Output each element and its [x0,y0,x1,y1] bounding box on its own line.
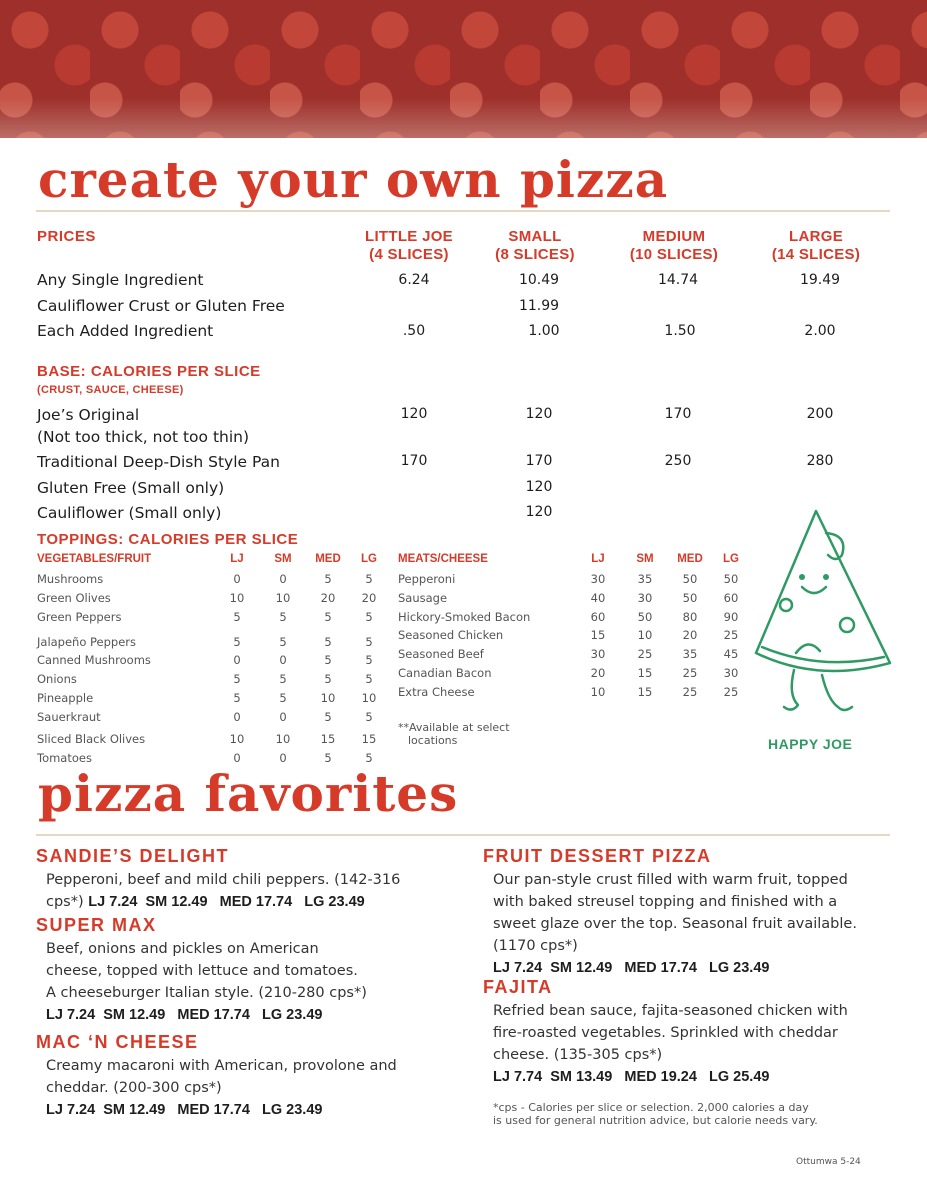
col-head-name: MEDIUM [642,228,706,245]
price-value: 11.99 [518,298,560,314]
fav-desc [493,1000,893,1088]
topping-calories: 5 [279,610,287,624]
base-row-label: Gluten Free [37,479,127,497]
topping-name: Sauerkraut [37,710,101,724]
base-row-label: Traditional Deep-Dish Style Pan [37,453,280,471]
topping-calories: 10 [361,691,377,705]
fav-desc-line: (1170 cps*) [493,938,578,954]
topping-calories: 10 [229,732,245,746]
price-value: 1.50 [664,323,696,339]
topping-calories: 20 [590,666,606,680]
fav-title-sandies-delight: SANDIE’S DELIGHT [36,846,230,866]
fav-desc [46,1055,446,1121]
topping-calories: 5 [365,653,373,667]
topping-calories: 5 [233,672,241,686]
topping-calories: 5 [324,710,332,724]
base-row-label: Cauliflower [37,504,124,522]
topping-calories: 20 [361,591,377,605]
topping-calories: 10 [590,685,606,699]
create-pizza-title: create your own pizza [38,150,669,209]
happy-joe-label: HAPPY JOE [768,736,853,752]
calorie-value: 120 [525,479,553,495]
topping-name: Hickory-Smoked Bacon [398,610,531,624]
topping-calories: 0 [233,653,241,667]
calorie-value: 120 [525,504,553,520]
meat-col-sm: SM [636,553,654,565]
topping-calories: 25 [723,628,739,642]
topping-calories: 25 [682,666,698,680]
col-head-small [475,228,595,264]
topping-calories: 5 [233,610,241,624]
price-value: 14.74 [657,272,699,288]
fav-desc-line: cheese. (135-305 cps*) [493,1047,663,1063]
price-row-label: Each Added Ingredient [37,322,214,340]
calorie-value: 170 [664,406,692,422]
topping-name: Seasoned Chicken [398,628,504,642]
topping-calories: 5 [365,610,373,624]
topping-calories: 30 [637,591,653,605]
base-header: BASE: CALORIES PER SLICE [37,363,261,380]
col-head-large [756,228,876,264]
fav-desc-line: cheddar. (200-300 cps*) [46,1080,222,1096]
price-value: 10.49 [518,272,560,288]
calorie-disclaimer-line: *cps - Calories per slice or selection. 2,000 calories a day [493,1101,809,1114]
base-subheader: (CRUST, SAUCE, CHEESE) [37,384,184,396]
fav-desc-line: with baked streusel topping and finished with a [493,894,838,910]
calorie-disclaimer [493,1101,818,1127]
topping-name: Sliced Black Olives [37,732,146,746]
topping-calories: 15 [590,628,606,642]
col-head-slices: (8 SLICES) [495,246,575,263]
calorie-value: 120 [525,406,553,422]
topping-calories: 15 [361,732,377,746]
fav-desc-line: Our pan-style crust filled with warm fruit, topped [493,872,848,888]
topping-calories: 40 [590,591,606,605]
calorie-value: 200 [806,406,834,422]
topping-calories: 50 [682,572,698,586]
topping-calories: 5 [279,672,287,686]
topping-calories: 15 [637,666,653,680]
favorites-rule [36,834,890,836]
topping-calories: 0 [279,572,287,586]
topping-name: Canadian Bacon [398,666,492,680]
topping-calories: 25 [723,685,739,699]
meat-col-med: MED [677,553,703,565]
topping-calories: 5 [279,635,287,649]
topping-calories: 50 [637,610,653,624]
availability-note-line: locations [408,734,458,747]
topping-calories: 30 [590,572,606,586]
topping-calories: 50 [682,591,698,605]
base-row-label: Joe’s Original [37,406,140,424]
col-head-name: LITTLE JOE [364,228,453,245]
base-row-cauliflower [37,504,221,522]
topping-calories: 20 [682,628,698,642]
price-value: 6.24 [398,272,430,288]
topping-calories: 0 [279,653,287,667]
calorie-value: 170 [400,453,428,469]
topping-calories: 5 [324,610,332,624]
fav-desc-line: Pepperoni, beef and mild chili peppers. (142-316 [46,872,401,888]
availability-note-line: **Available at select [398,721,510,734]
calorie-value: 280 [806,453,834,469]
fav-desc-line: Beef, onions and pickles on American [46,941,319,957]
topping-name: Seasoned Beef [398,647,484,661]
topping-calories: 5 [324,635,332,649]
fav-title-mac-n-cheese: MAC ‘N CHEESE [36,1032,199,1052]
topping-calories: 5 [365,572,373,586]
pepperoni-hero-image [0,0,927,138]
topping-calories: 5 [365,635,373,649]
topping-calories: 90 [723,610,739,624]
topping-calories: 50 [723,572,739,586]
topping-calories: 5 [233,691,241,705]
topping-calories: 80 [682,610,698,624]
fav-desc [46,869,446,913]
meat-col-lg: LG [723,553,739,565]
topping-calories: 5 [324,672,332,686]
fav-price: LJ 7.74 SM 13.49 MED 19.24 LG 25.49 [493,1069,770,1085]
col-head-slices: (14 SLICES) [771,246,861,263]
base-row-note: (Small only) [131,479,225,497]
topping-name: Jalapeño Peppers [37,635,137,649]
price-value: 1.00 [528,323,560,339]
topping-name: Onions [37,672,77,686]
topping-calories: 5 [365,710,373,724]
topping-calories: 10 [320,691,336,705]
veg-header: VEGETABLES/FRUIT [37,553,152,565]
topping-calories: 0 [279,710,287,724]
col-head-slices: (10 SLICES) [629,246,719,263]
topping-name: Canned Mushrooms [37,653,151,667]
col-head-name: SMALL [508,228,562,245]
price-value: 2.00 [804,323,836,339]
fav-desc [46,938,446,1026]
topping-calories: 35 [637,572,653,586]
topping-calories: 60 [723,591,739,605]
pizza-favorites-title: pizza favorites [38,764,459,823]
topping-calories: 5 [324,653,332,667]
col-head-name: LARGE [789,228,843,245]
toppings-header: TOPPINGS: CALORIES PER SLICE [37,531,299,548]
fav-desc-line: Creamy macaroni with American, provolone and [46,1058,397,1074]
fav-desc-line: fire-roasted vegetables. Sprinkled with cheddar [493,1025,838,1041]
col-head-medium [614,228,734,264]
veg-col-sm: SM [274,553,292,565]
topping-calories: 5 [365,672,373,686]
topping-name: Tomatoes [37,751,92,765]
fav-desc-line: sweet glaze over the top. Seasonal fruit available. [493,916,857,932]
topping-name: Mushrooms [37,572,104,586]
fav-desc-line: A cheeseburger Italian style. (210-280 cps*) [46,985,367,1001]
fav-price: LJ 7.24 SM 12.49 MED 17.74 LG 23.49 [46,1007,323,1023]
col-head-little-joe [349,228,469,264]
topping-name: Pineapple [37,691,94,705]
topping-calories: 10 [275,591,291,605]
col-head-slices: (4 SLICES) [369,246,449,263]
prices-header: PRICES [37,228,96,245]
topping-name: Green Olives [37,591,111,605]
fav-title-super-max: SUPER MAX [36,915,157,935]
fav-desc-line: Refried bean sauce, fajita-seasoned chicken with [493,1003,848,1019]
topping-calories: 15 [320,732,336,746]
topping-calories: 5 [279,691,287,705]
calorie-value: 170 [525,453,553,469]
topping-calories: 30 [590,647,606,661]
price-value: 19.49 [799,272,841,288]
topping-calories: 0 [233,710,241,724]
topping-calories: 0 [279,751,287,765]
title-rule [36,210,890,212]
topping-calories: 5 [233,635,241,649]
topping-calories: 30 [723,666,739,680]
topping-calories: 10 [229,591,245,605]
fav-price: LJ 7.24 SM 12.49 MED 17.74 LG 23.49 [46,1102,323,1118]
veg-col-lj: LJ [230,553,244,565]
fav-title-fajita: FAJITA [483,977,553,997]
topping-calories: 60 [590,610,606,624]
calorie-value: 120 [400,406,428,422]
topping-calories: 10 [637,628,653,642]
price-value: .50 [402,323,426,339]
calorie-value: 250 [664,453,692,469]
topping-calories: 45 [723,647,739,661]
veg-col-lg: LG [361,553,377,565]
calorie-disclaimer-line: is used for general nutrition advice, but calorie needs vary. [493,1114,818,1127]
topping-calories: 5 [365,751,373,765]
fav-desc-line: cheese, topped with lettuce and tomatoes. [46,963,358,979]
base-row-note: (Small only) [128,504,222,522]
topping-name: Sausage [398,591,448,605]
topping-name: Extra Cheese [398,685,475,699]
fav-title-fruit-dessert: FRUIT DESSERT PIZZA [483,846,712,866]
price-row-label: Any Single Ingredient [37,271,204,289]
footer-location-date: Ottumwa 5-24 [796,1157,861,1167]
meat-col-lj: LJ [591,553,605,565]
fav-price: LJ 7.24 SM 12.49 MED 17.74 LG 23.49 [493,960,770,976]
topping-calories: 20 [320,591,336,605]
meat-header: MEATS/CHEESE [398,553,488,565]
topping-calories: 25 [637,647,653,661]
topping-calories: 0 [233,572,241,586]
topping-calories: 5 [324,572,332,586]
topping-name: Green Peppers [37,610,122,624]
veg-col-med: MED [315,553,341,565]
topping-calories: 10 [275,732,291,746]
topping-calories: 0 [233,751,241,765]
pizza-slice-mascot-icon [748,505,898,720]
base-row-note: (Not too thick, not too thin) [37,428,250,446]
price-row-label: Cauliflower Crust or Gluten Free [37,297,285,315]
availability-note [398,721,510,747]
topping-calories: 35 [682,647,698,661]
topping-calories: 5 [324,751,332,765]
topping-calories: 25 [682,685,698,699]
topping-name: Pepperoni [398,572,456,586]
fav-desc [493,869,893,979]
fav-desc-line: cps*) [46,894,89,910]
fav-price: LJ 7.24 SM 12.49 MED 17.74 LG 23.49 [88,894,365,910]
topping-calories: 15 [637,685,653,699]
base-row-gluten [37,479,224,497]
